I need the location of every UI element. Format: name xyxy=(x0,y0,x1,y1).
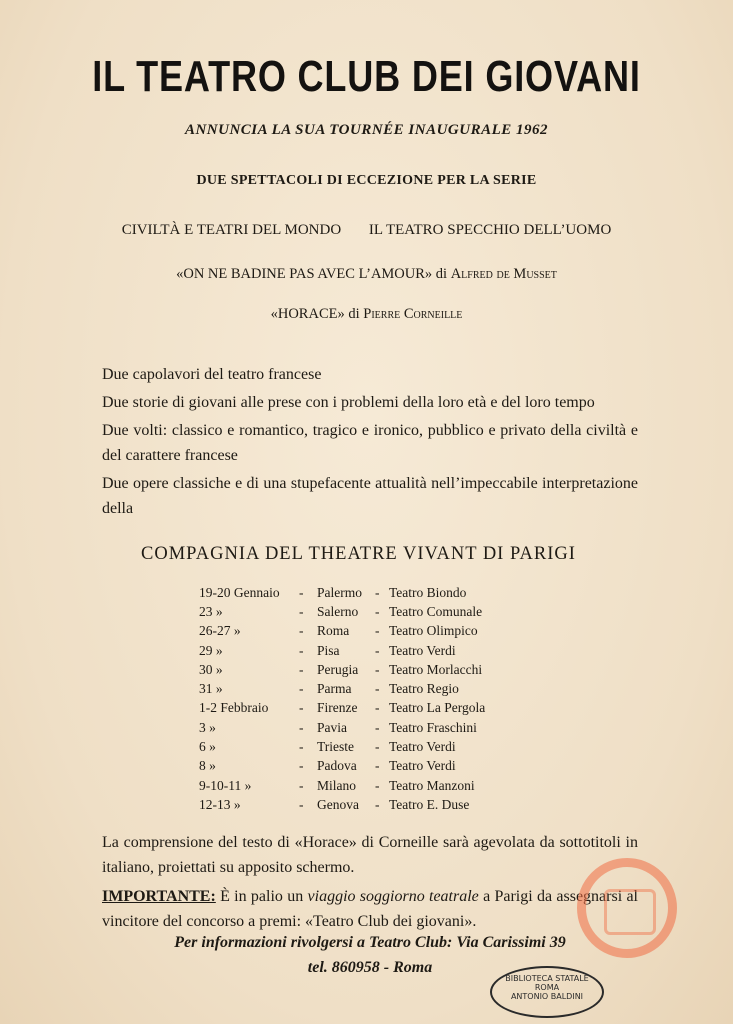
tour-date: 26-27 » xyxy=(199,623,241,639)
tour-city: Palermo xyxy=(317,584,362,600)
tour-venue: Teatro Verdi xyxy=(389,739,456,755)
important-label: IMPORTANTE: xyxy=(102,888,216,905)
company-name: COMPAGNIA DEL THEATRE VIVANT DI PARIGI xyxy=(141,544,576,564)
tour-row xyxy=(199,795,485,814)
paragraph: Due volti: classico e romantico, tragico e ironico, pubblico e privato della civiltà e del carattere francese xyxy=(102,422,638,464)
library-stamp xyxy=(490,966,604,1018)
tour-date: 6 » xyxy=(199,739,216,755)
tour-city: Perugia xyxy=(317,661,359,677)
tour-city: Milano xyxy=(317,777,356,793)
tour-venue: Teatro Morlacchi xyxy=(389,661,483,677)
tour-city: Roma xyxy=(317,623,350,639)
tour-city: Firenze xyxy=(317,700,358,716)
separator: - xyxy=(375,777,380,793)
separator: - xyxy=(375,719,380,735)
tour-city: Pisa xyxy=(317,642,340,658)
tour-venue: Teatro Comunale xyxy=(389,603,483,619)
tour-row xyxy=(199,776,485,795)
tour-venue: Teatro La Pergola xyxy=(389,700,486,716)
tour-row xyxy=(199,602,485,621)
contact-line-1: Per informazioni rivolgersi a Teatro Club: Via Carissimi 39 xyxy=(174,934,566,951)
separator: - xyxy=(299,758,304,774)
closing-notes xyxy=(102,830,638,938)
tour-row xyxy=(199,718,485,737)
separator: - xyxy=(375,661,380,677)
important-prize: viaggio soggiorno teatrale xyxy=(307,888,479,905)
library-logo-stamp xyxy=(577,858,677,958)
separator: - xyxy=(299,603,304,619)
tour-city: Pavia xyxy=(317,719,347,735)
series-intro: DUE SPETTACOLI DI ECCEZIONE PER LA SERIE xyxy=(196,173,537,188)
series-names xyxy=(0,222,733,239)
play-1-author: Alfred de Musset xyxy=(450,266,557,282)
separator: - xyxy=(299,719,304,735)
separator: - xyxy=(299,739,304,755)
tour-venue: Teatro E. Duse xyxy=(389,796,470,812)
separator: - xyxy=(375,603,380,619)
tour-city: Parma xyxy=(317,681,352,697)
tour-date: 3 » xyxy=(199,719,216,735)
separator: - xyxy=(299,777,304,793)
tour-row xyxy=(199,679,485,698)
tour-venue: Teatro Fraschini xyxy=(389,719,477,735)
paragraph: Due opere classiche e di una stupefacente attualità nell’impeccabile interpretazione della xyxy=(102,475,638,517)
main-title: IL TEATRO CLUB DEI GIOVANI xyxy=(92,52,641,101)
separator: - xyxy=(375,796,380,812)
separator: - xyxy=(299,700,304,716)
series-right: IL TEATRO SPECCHIO DELL’UOMO xyxy=(368,222,612,238)
tour-date: 12-13 » xyxy=(199,796,241,812)
tour-city: Padova xyxy=(317,758,357,774)
paragraph: Due storie di giovani alle prese con i problemi della loro età e del loro tempo xyxy=(102,394,595,411)
tour-row xyxy=(199,583,485,602)
separator: - xyxy=(375,584,380,600)
separator: - xyxy=(299,796,304,812)
tour-city: Salerno xyxy=(317,603,359,619)
play-2-by: di xyxy=(348,306,360,322)
subtitles-note: La comprensione del testo di «Horace» di Corneille sarà agevolata da sottotitoli in italiano, proiettati su apposito schermo. xyxy=(102,834,638,876)
separator: - xyxy=(375,623,380,639)
tour-row xyxy=(199,737,485,756)
tour-date: 1-2 Febbraio xyxy=(199,700,269,716)
series-left: CIVILTÀ E TEATRI DEL MONDO xyxy=(121,222,342,238)
stamp-line-3: ANTONIO BALDINI xyxy=(510,992,584,1001)
tour-venue: Teatro Verdi xyxy=(389,758,456,774)
tour-venue: Teatro Manzoni xyxy=(389,777,475,793)
play-2-author: Pierre Corneille xyxy=(363,306,463,322)
separator: - xyxy=(299,681,304,697)
play-1-by: di xyxy=(435,266,448,282)
important-post: a Parigi da assegnarsi al vincitore del concorso a premi: «Teatro Club dei giovani». xyxy=(102,888,638,930)
tour-date: 30 » xyxy=(199,661,223,677)
stamp-line-1: BIBLIOTECA STATALE xyxy=(505,974,589,983)
separator: - xyxy=(375,700,380,716)
tour-schedule xyxy=(199,583,485,815)
tour-venue: Teatro Verdi xyxy=(389,642,456,658)
separator: - xyxy=(299,642,304,658)
play-2 xyxy=(0,306,733,323)
separator: - xyxy=(299,661,304,677)
stamp-line-2: ROMA xyxy=(534,983,560,992)
intro-paragraphs xyxy=(102,362,638,524)
tour-date: 31 » xyxy=(199,681,223,697)
tour-row xyxy=(199,699,485,718)
play-1-title: «ON NE BADINE PAS AVEC L’AMOUR» xyxy=(176,266,433,282)
separator: - xyxy=(375,739,380,755)
tour-row xyxy=(199,660,485,679)
tour-venue: Teatro Olimpico xyxy=(389,623,478,639)
tour-row xyxy=(199,757,485,776)
separator: - xyxy=(299,584,304,600)
tour-date: 29 » xyxy=(199,642,223,658)
tour-city: Trieste xyxy=(317,739,355,755)
tour-date: 9-10-11 » xyxy=(199,777,252,793)
tour-date: 8 » xyxy=(199,758,216,774)
tour-date: 19-20 Gennaio xyxy=(199,584,280,600)
important-note xyxy=(102,884,638,934)
tour-venue: Teatro Biondo xyxy=(389,584,467,600)
tour-city: Genova xyxy=(317,796,359,812)
play-2-title: «HORACE» xyxy=(270,306,345,322)
tour-row xyxy=(199,622,485,641)
tour-date: 23 » xyxy=(199,603,223,619)
play-1 xyxy=(0,266,733,283)
separator: - xyxy=(375,681,380,697)
tour-row xyxy=(199,641,485,660)
separator: - xyxy=(375,758,380,774)
book-icon xyxy=(604,889,656,935)
paragraph: Due capolavori del teatro francese xyxy=(102,366,322,383)
contact-line-2: tel. 860958 - Roma xyxy=(307,959,433,976)
subtitle: ANNUNCIA LA SUA TOURNÉE INAUGURALE 1962 xyxy=(184,122,549,138)
tour-venue: Teatro Regio xyxy=(389,681,459,697)
separator: - xyxy=(375,642,380,658)
separator: - xyxy=(299,623,304,639)
important-pre: È in palio un xyxy=(215,888,308,905)
